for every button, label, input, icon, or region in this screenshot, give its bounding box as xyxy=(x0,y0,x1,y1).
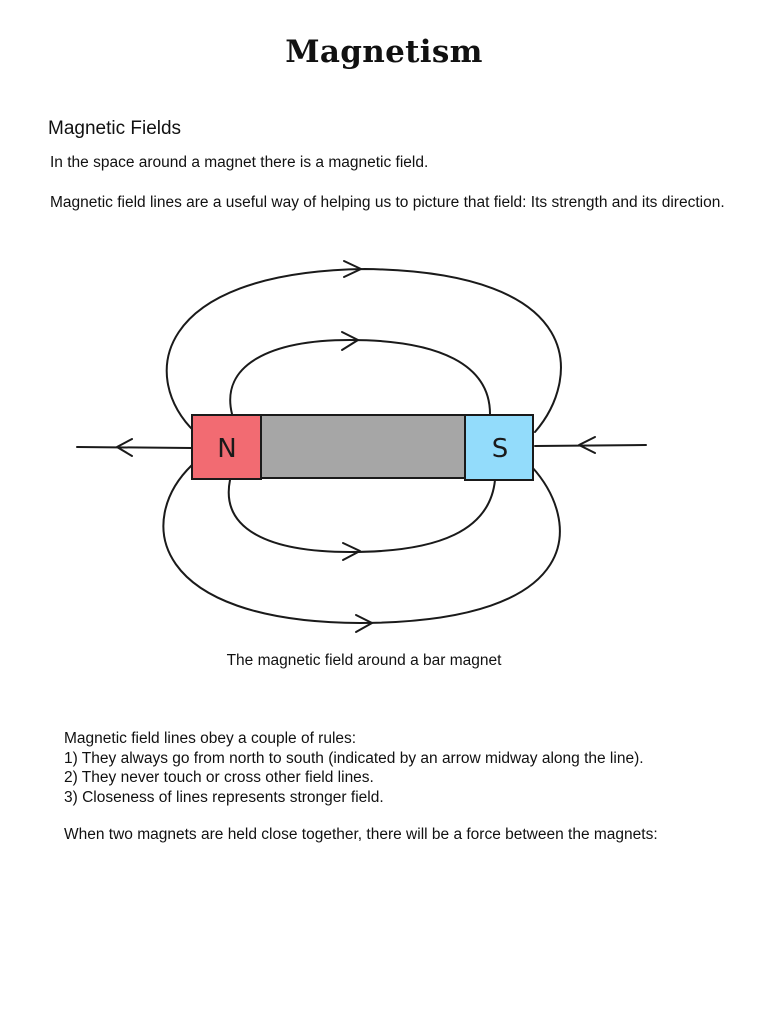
field-lines-paragraph: Magnetic field lines are a useful way of helping us to picture that field: Its strength and its direction. xyxy=(50,194,725,211)
south-pole-label: S xyxy=(491,434,509,464)
diagram-caption: The magnetic field around a bar magnet xyxy=(226,652,502,669)
rule-item: 1) They always go from north to south (indicated by an arrow midway along the line). xyxy=(64,749,644,767)
rule-item: 3) Closeness of lines represents stronger field. xyxy=(64,788,384,806)
page-title: Magnetism xyxy=(285,34,483,70)
intro-paragraph: In the space around a magnet there is a magnetic field. xyxy=(50,154,429,171)
rules-intro: Magnetic field lines obey a couple of rules: xyxy=(64,730,357,747)
outer-bottom-field-line xyxy=(163,465,559,623)
north-pole-label: N xyxy=(217,434,237,464)
inner-bottom-field-line xyxy=(229,480,495,552)
inner-top-field-line xyxy=(230,340,490,414)
section-heading: Magnetic Fields xyxy=(48,118,182,139)
magnet-body xyxy=(260,415,465,478)
rule-item: 2) They never touch or cross other field lines. xyxy=(64,769,374,786)
two-magnets-paragraph: When two magnets are held close together, there will be a force between the magnets: xyxy=(64,826,658,843)
left-field-line xyxy=(77,447,192,448)
right-field-line xyxy=(535,445,646,446)
rules-list xyxy=(64,729,754,807)
outer-top-field-line xyxy=(167,269,561,432)
